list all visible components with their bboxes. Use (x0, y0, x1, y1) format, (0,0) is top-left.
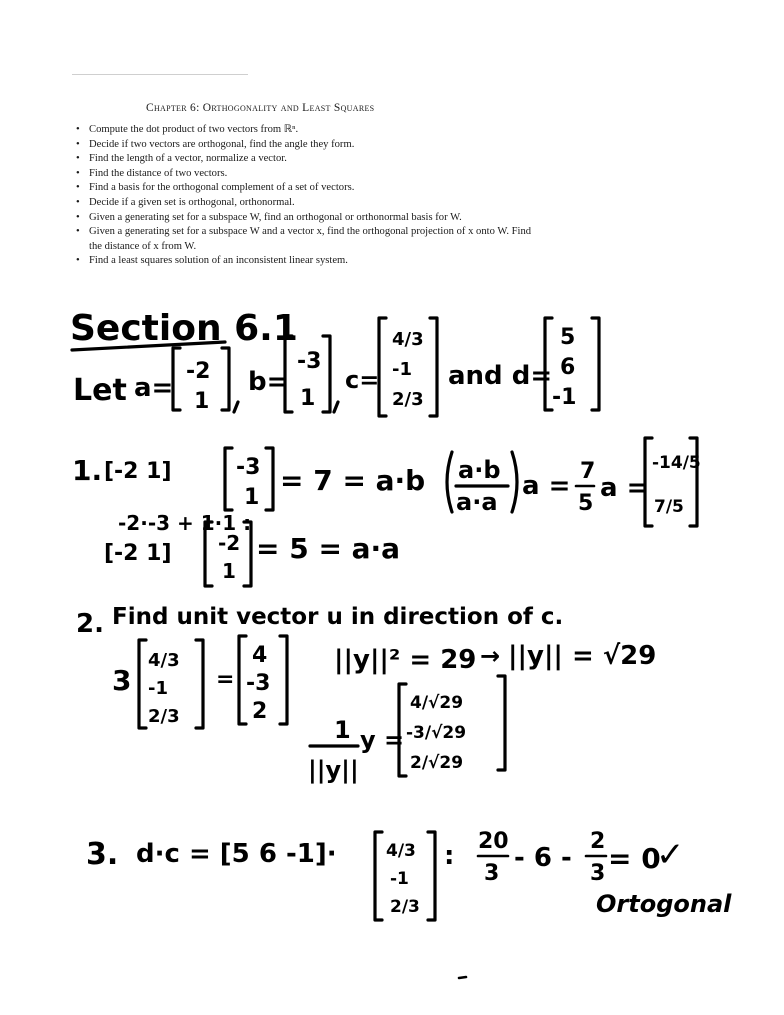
problem-2-norm-denominator: ||y|| (308, 756, 359, 784)
a-label: a= (134, 373, 174, 403)
problem-2-vec-entry: 4/3 (148, 650, 180, 671)
unit-vector-entry: 2/√29 (410, 753, 464, 773)
problem-1-col-entry: -3 (236, 455, 261, 480)
objective-item: • Given a generating set for a subspace W and a vector x, find the orthogonal projection of x onto W. Find the distance of x from W. (76, 225, 546, 254)
problem-2-y-entry: 4 (252, 643, 268, 668)
problem-2-statement: Find unit vector u in direction of c. (112, 604, 564, 630)
chapter-title: Chapter 6: Orthogonality and Least Squares (146, 102, 375, 114)
problem-1-number: 1. (72, 454, 103, 487)
problem-3-number: 3. (86, 837, 119, 872)
bracket-right (592, 318, 599, 410)
c-entry: 2/3 (392, 389, 424, 410)
bracket-right (428, 832, 435, 920)
objective-item: • Compute the dot product of two vectors from ℝⁿ. (76, 123, 546, 138)
bracket-right (196, 640, 203, 728)
problem-2-scalar: 3 (112, 664, 132, 697)
paren-right (512, 452, 517, 512)
bracket-left (225, 448, 232, 510)
bracket-right (498, 676, 505, 770)
problem-2-y-entry: -3 (246, 671, 271, 696)
unit-vector-entry: 4/√29 (410, 693, 464, 713)
d-entry: 5 (560, 325, 576, 350)
proj-a2-label: a = (600, 473, 649, 503)
proj-result-entry: -14/5 (652, 453, 701, 473)
problem-2-one: 1 (334, 716, 351, 744)
bracket-left (379, 318, 386, 416)
a-entry: 1 (194, 389, 210, 414)
problem-3-col-entry: -1 (390, 869, 409, 889)
problem-2-norm-squared: ||y||² = 29 (334, 645, 477, 675)
c-entry: -1 (392, 359, 412, 380)
paren-left (447, 452, 452, 512)
problem-3-num2: 2 (590, 829, 606, 854)
a-entry: -2 (186, 359, 211, 384)
objective-item: • Given a generating set for a subspace W, find an orthogonal or orthonormal basis for W. (76, 211, 546, 226)
proj-numerator: a·b (458, 456, 501, 484)
problem-2-y-entry: 2 (252, 699, 268, 724)
bracket-right (430, 318, 437, 416)
bracket-right (222, 348, 229, 410)
bracket-right (266, 448, 273, 510)
c-entry: 4/3 (392, 329, 424, 350)
problem-1-row-vector: [-2 1] (104, 459, 172, 484)
comma (234, 402, 238, 412)
bracket-left (173, 348, 180, 410)
proj-denominator: a·a (456, 488, 498, 516)
problem-2-vec-entry: 2/3 (148, 706, 180, 727)
proj-seven: 7 (580, 459, 596, 484)
b-label: b= (248, 367, 289, 397)
bracket-left (645, 438, 652, 526)
stray-mark (459, 977, 466, 978)
problem-3-colon: : (444, 841, 455, 871)
section-heading: Section 6.1 (70, 308, 298, 349)
problem-2-equals: = (216, 667, 235, 692)
problem-3-minus-six: - 6 - (514, 843, 572, 873)
problem-1-equation-1: = 7 = a·b (280, 464, 426, 497)
problem-1-col-entry: 1 (222, 559, 236, 583)
problem-2-vec-entry: -1 (148, 678, 168, 699)
objective-item: • Find a basis for the orthogonal complement of a set of vectors. (76, 181, 546, 196)
problem-3-num1: 20 (478, 829, 509, 854)
problem-1-col-entry: 1 (244, 485, 260, 510)
problem-3-den2: 3 (590, 861, 606, 886)
bracket-right (323, 336, 330, 412)
b-entry: -3 (297, 349, 322, 374)
problem-3-col-entry: 4/3 (386, 841, 416, 861)
objective-item: • Find the length of a vector, normalize a vector. (76, 152, 546, 167)
problem-3-col-entry: 2/3 (390, 897, 420, 917)
proj-a-label: a = (522, 471, 571, 501)
objective-item: • Find the distance of two vectors. (76, 167, 546, 182)
objective-item: • Decide if two vectors are orthogonal, find the angle they form. (76, 138, 546, 153)
problem-2-y-equals: y = (360, 726, 405, 754)
proj-result-entry: 7/5 (654, 497, 684, 517)
problem-1-col-entry: -2 (218, 531, 241, 555)
problem-1-work: -2·-3 + 1·1 : (118, 511, 252, 535)
objective-item: • Decide if a given set is orthogonal, orthonormal. (76, 196, 546, 211)
problem-2-number: 2. (76, 609, 104, 639)
unit-vector-entry: -3/√29 (406, 723, 467, 743)
problem-3-equals-zero: = 0 (608, 842, 661, 875)
and-d-label: and d= (448, 361, 553, 391)
bracket-right (690, 438, 697, 526)
problem-1-equation-2: = 5 = a·a (256, 532, 401, 565)
let-label: Let (73, 373, 127, 408)
d-entry: -1 (552, 385, 577, 410)
check-mark-icon: ✓ (656, 835, 685, 875)
objective-item: • Find a least squares solution of an inconsistent linear system. (76, 254, 546, 269)
bracket-left (239, 636, 246, 724)
problem-2-norm: ||y|| = √29 (508, 641, 657, 671)
proj-five: 5 (578, 491, 594, 516)
problem-3-conclusion: Ortogonal (596, 890, 732, 918)
problem-3-den1: 3 (484, 861, 500, 886)
bracket-left (375, 832, 382, 920)
problem-2-arrow: → (480, 642, 501, 670)
b-entry: 1 (300, 386, 316, 411)
problem-3-lhs: d·c = [5 6 -1]· (136, 839, 337, 869)
bracket-left (139, 640, 146, 728)
c-label: c= (345, 366, 380, 394)
bracket-right (280, 636, 287, 724)
problem-1-row-vector-2: [-2 1] (104, 541, 172, 566)
comma (334, 402, 338, 412)
d-entry: 6 (560, 355, 576, 380)
